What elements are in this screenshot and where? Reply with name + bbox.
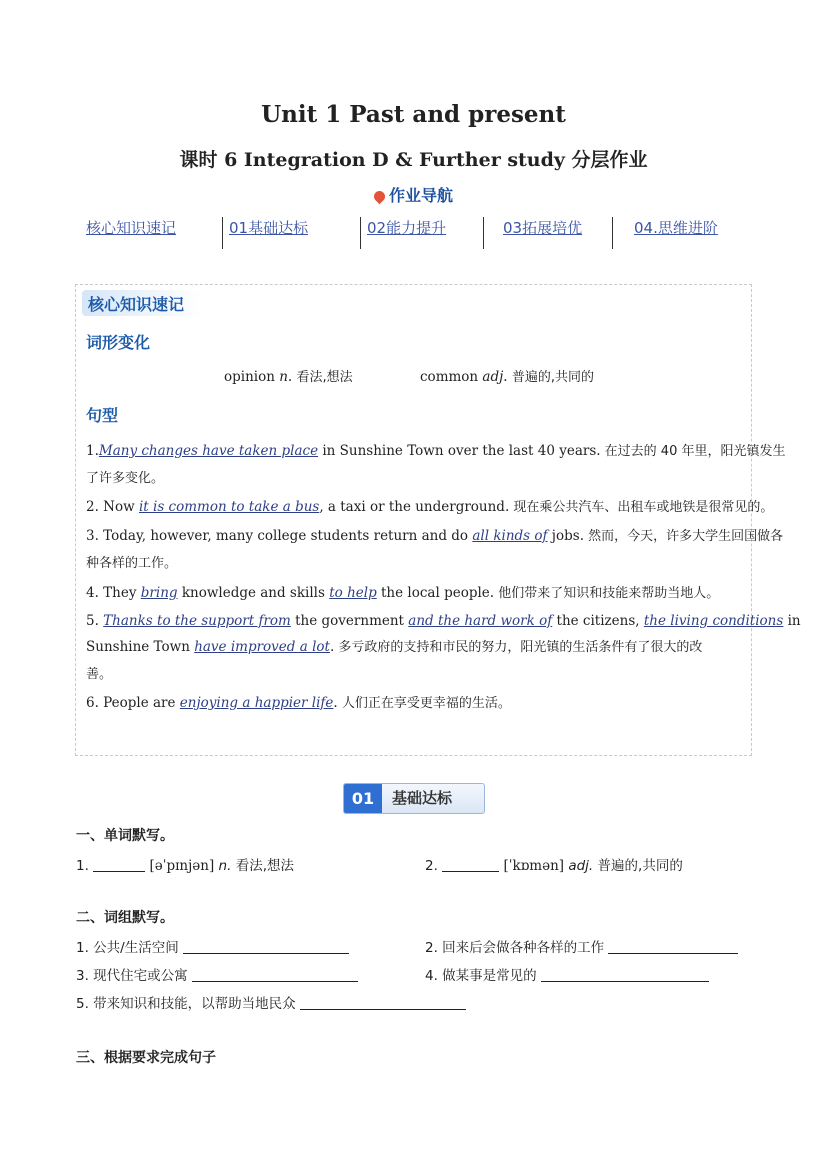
sentence-2: 2. Now it is common to take a bus, a taxi or the underground. 现在乘公共汽车、出租车或地铁是很常见的。 [86, 499, 774, 515]
answer-blank[interactable] [192, 969, 358, 982]
nav-link-core[interactable]: 核心知识速记 [86, 219, 177, 237]
location-pin-icon [372, 189, 388, 205]
nav-heading [0, 183, 827, 206]
nav-link-03[interactable]: 03拓展培优 [503, 219, 583, 237]
phrase-dictation-5: 5. 带来知识和技能，以帮助当地民众 [76, 992, 466, 1012]
nav-divider [360, 217, 361, 249]
answer-blank[interactable] [183, 941, 349, 954]
section-badge-label: 基础达标 [392, 789, 453, 807]
nav-divider [483, 217, 484, 249]
sentence-5: 5. Thanks to the support from the government and the hard work of the citizens, the living conditions in [86, 613, 801, 629]
part1-heading: 一、单词默写。 [76, 828, 174, 844]
core-knowledge-box [75, 284, 752, 756]
phrase-dictation-4: 4. 做某事是常见的 [425, 964, 709, 984]
page-title: Unit 1 Past and present [261, 101, 566, 128]
answer-blank[interactable] [93, 859, 145, 872]
word-dictation-1: 1. [əˈpɪnjən] n. 看法,想法 [76, 858, 294, 874]
answer-blank[interactable] [442, 859, 499, 872]
core-knowledge-title: 核心知识速记 [88, 292, 184, 315]
nav-link-02[interactable]: 02能力提升 [367, 219, 447, 237]
section-badge-number: 01 [344, 784, 382, 813]
sentences-heading: 句型 [86, 406, 119, 425]
nav-heading-label: 作业导航 [388, 186, 453, 205]
section-badge-basic [343, 783, 485, 814]
answer-blank[interactable] [300, 997, 466, 1010]
nav-divider [612, 217, 613, 249]
sentence-5-cont2: 善。 [86, 667, 113, 682]
sentence-3: 3. Today, however, many college students return and do all kinds of jobs. 然而，今天，许多大学生回国做各 [86, 528, 784, 544]
phrase-dictation-1: 1. 公共/生活空间 [76, 936, 349, 956]
nav-divider [222, 217, 223, 249]
part3-heading: 三、根据要求完成句子 [76, 1050, 216, 1066]
sentence-5-cont: Sunshine Town have improved a lot. 多亏政府的支持和市民的努力，阳光镇的生活条件有了很大的改 [86, 639, 703, 655]
word-dictation-2: 2. [ˈkɒmən] adj. 普遍的,共同的 [425, 858, 683, 874]
sentence-1-cont: 了许多变化。 [86, 471, 165, 486]
sentence-6: 6. People are enjoying a happier life. 人们正在享受更幸福的生活。 [86, 695, 511, 711]
answer-blank[interactable] [608, 941, 738, 954]
phrase-dictation-3: 3. 现代住宅或公寓 [76, 964, 358, 984]
phrase-dictation-2: 2. 回来后会做各种各样的工作 [425, 936, 738, 956]
sentence-1: 1.Many changes have taken place in Sunshine Town over the last 40 years. 在过去的 40 年里，阳光镇发生 [86, 443, 786, 459]
word-form-common: common adj. 普遍的,共同的 [420, 369, 595, 385]
nav-link-04[interactable]: 04.思维进阶 [634, 219, 718, 237]
sentence-4: 4. They bring knowledge and skills to help the local people. 他们带来了知识和技能来帮助当地人。 [86, 585, 720, 601]
part2-heading: 二、词组默写。 [76, 910, 174, 926]
word-form-opinion: opinion n. 看法,想法 [224, 369, 353, 385]
word-forms-heading: 词形变化 [86, 333, 151, 352]
page-subtitle: 课时 6 Integration D & Further study 分层作业 [179, 149, 648, 171]
nav-link-01[interactable]: 01基础达标 [229, 219, 309, 237]
sentence-3-cont: 种各样的工作。 [86, 556, 178, 571]
answer-blank[interactable] [541, 969, 709, 982]
